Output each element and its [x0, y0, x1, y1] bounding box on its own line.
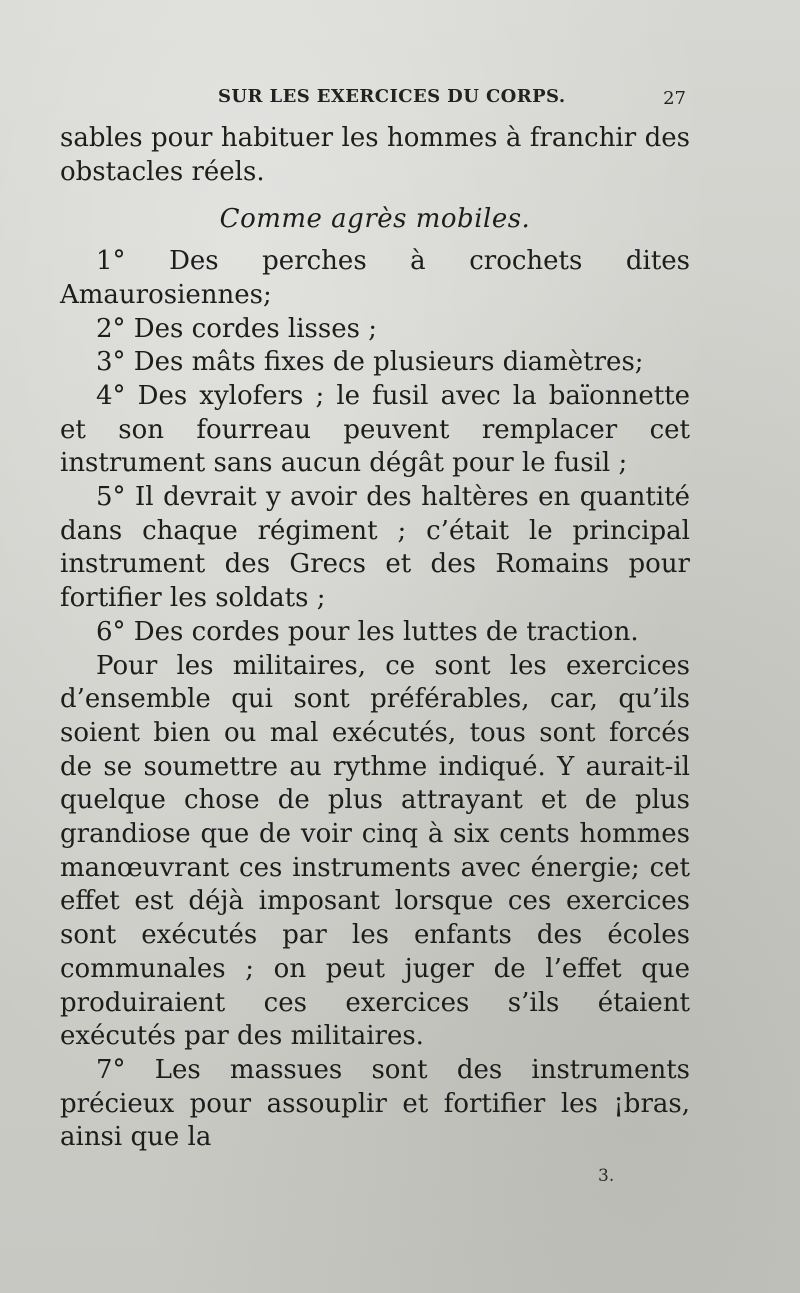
running-title: SUR LES EXERCICES DU CORPS. [218, 86, 566, 107]
list-item-2: 2° Des cordes lisses ; [96, 313, 377, 344]
section-heading: Comme agrès mobiles. [219, 204, 531, 235]
list-item-4: 4° Des xylofers ; le fusil avec la baïonnette et son fourreau peuvent remplacer cet instrument sans aucun dégât pour le fusil ; [60, 380, 690, 479]
list-item-3: 3° Des mâts fixes de plusieurs diamètres; [96, 347, 644, 378]
list-item-1: 1° Des perches à crochets dites Amaurosiennes; [60, 246, 690, 310]
intro-paragraph: sables pour habituer les hommes à franchir des obstacles réels. [60, 123, 690, 187]
running-head [78, 82, 690, 112]
page-number: 27 [663, 88, 686, 109]
list-item-5: 5° Il devrait y avoir des haltères en quantité dans chaque régiment ; c’était le principal instrument des Grecs et des Romains pour fortifier les soldats ; [60, 482, 690, 614]
list-item-6: 6° Des cordes pour les luttes de traction. [96, 616, 639, 647]
body-paragraph: Pour les militaires, ce sont les exercices d’ensemble qui sont préférables, car, qu’ils soient bien ou mal exécutés, tous sont forcés de se soumettre au rythme indiqué. Y aurait-il quelque chose de plus attrayant et de plus grandiose que de voir cinq à six cents hommes manœuvrant ces instruments avec énergie; cet effet est déjà imposant lorsque ces exercices sont exécutés par les enfants des écoles communales ; on peut juger de l’effet que produiraient ces exercices s’ils étaient exécutés par des militaires. [60, 650, 690, 1052]
list-item-7: 7° Les massues sont des instruments précieux pour assouplir et fortifier les ¡bras, ainsi que la [60, 1054, 690, 1153]
signature-mark: 3. [598, 1166, 615, 1186]
page-text [60, 122, 690, 1155]
